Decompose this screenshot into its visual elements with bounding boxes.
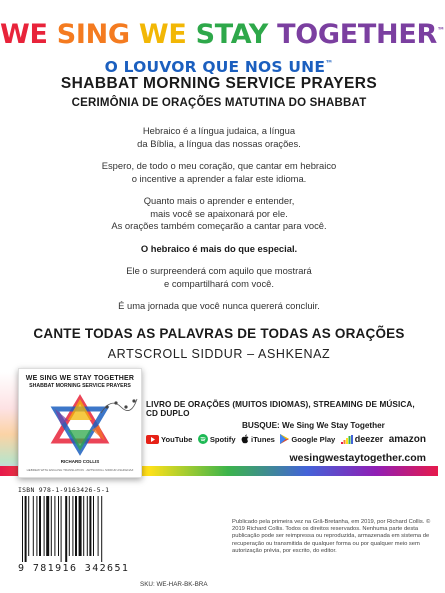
poem-stanza: [0, 300, 438, 313]
trademark-mark: ™: [436, 26, 445, 35]
deezer-label: deezer: [354, 434, 384, 444]
poem-line: da Bíblia, a língua das nossas orações.: [137, 137, 301, 149]
music-notes-icon: [99, 393, 139, 419]
apple-icon: [241, 434, 249, 444]
barcode-bar: [87, 496, 88, 556]
brand-title: [0, 16, 445, 50]
poem-stanza: [0, 160, 438, 185]
cante-section: [0, 325, 438, 362]
barcode-bar: [98, 496, 99, 556]
barcode-bar: [75, 496, 77, 556]
barcode-bar: [93, 496, 94, 556]
sku-text: SKU: WE-HAR-BK-BRA: [140, 581, 208, 588]
amazon-logo: [389, 434, 426, 445]
amazon-label: amazon: [388, 433, 426, 445]
barcode-digits: 9 781916 342651: [18, 563, 130, 574]
barcode-bar: [72, 496, 73, 556]
poem-text: [0, 125, 438, 323]
cd-title: WE SING WE STAY TOGETHER: [25, 375, 135, 382]
brand-subtitle-text: O LOUVOR QUE NOS UNE: [104, 58, 326, 77]
spotify-icon: [198, 434, 208, 444]
barcode-bar: [46, 496, 49, 556]
website-url: wesingwestaytogether.com: [289, 452, 426, 464]
youtube-label: YouTube: [161, 434, 193, 444]
brand-word: WE: [0, 19, 57, 50]
poem-line: As orações também começarão a cantar para você.: [111, 220, 327, 231]
poem-line: Hebraico é a língua judaica, a língua: [142, 125, 296, 136]
barcode-bar: [44, 496, 45, 556]
cd-cover: [18, 368, 142, 478]
brand-header: [0, 16, 445, 77]
barcode-bar: [36, 496, 37, 556]
poem-line: O hebraico é mais do que especial.: [140, 242, 298, 254]
spotify-logo: [198, 434, 236, 444]
cd-subtitle: SHABBAT MORNING SERVICE PRAYERS: [29, 383, 131, 389]
trademark-mark: ™: [325, 59, 334, 68]
barcode-bar: [83, 496, 84, 556]
streaming-logos: [146, 432, 426, 446]
brand-word: WE: [138, 19, 196, 50]
poem-stanza: [0, 265, 438, 290]
barcode-bar: [54, 496, 55, 556]
youtube-logo: [146, 435, 192, 444]
barcode-block: [18, 486, 130, 574]
cante-line-1: CANTE TODAS AS PALAVRAS DE TODAS AS ORAÇÕES: [33, 326, 405, 341]
google-play-label: Google Play: [291, 434, 336, 444]
barcode-bar: [89, 496, 91, 556]
poem-line: Ele o surpreenderá com aquilo que mostrará: [126, 265, 312, 276]
deezer-icon: [341, 435, 353, 444]
poem-line: o incentive a aprender a falar este idioma.: [131, 172, 307, 184]
barcode-bar: [28, 496, 29, 556]
promo-search: BUSQUE: We Sing We Stay Together: [242, 421, 385, 430]
play-icon: [146, 435, 159, 444]
poem-stanza: [0, 243, 438, 256]
poem-line: Quanto mais o aprender e entender,: [143, 195, 295, 206]
cante-line-2: ARTSCROLL SIDDUR – ASHKENAZ: [107, 347, 331, 361]
poem-line: Espero, de todo o meu coração, que cantar em hebraico: [101, 160, 337, 171]
brand-word: SING: [56, 19, 139, 50]
barcode-bar: [65, 496, 67, 562]
barcode-bar: [22, 496, 23, 562]
heading-portuguese: CERIMÔNIA DE ORAÇÕES MATUTINA DO SHABBAT: [71, 97, 367, 109]
itunes-logo: [241, 434, 275, 444]
barcode-bar: [51, 496, 52, 556]
poem-stanza: [0, 125, 438, 150]
rainbow-glow-left: [0, 372, 20, 476]
google-play-icon: [280, 434, 289, 444]
poem-line: É uma jornada que você nunca quererá concluir.: [118, 300, 320, 311]
cd-artist: RICHARD COLLIS: [60, 459, 100, 464]
promo-line-1: LIVRO DE ORAÇÕES (MUITOS IDIOMAS), STREAMING DE MÚSICA, CD DUPLO: [146, 400, 415, 418]
heading-english: SHABBAT MORNING SERVICE PRAYERS: [60, 75, 378, 92]
brand-word: TOGETHER: [277, 19, 437, 50]
barcode-bar: [101, 496, 102, 562]
google-play-logo: [280, 434, 335, 444]
barcode-bar: [58, 496, 59, 556]
cd-footer: HEBREW WITH ENGLISH TRANSLATION · ARTSCROLL SIDDUR ASHKENAZ: [26, 468, 134, 472]
brand-word: STAY: [195, 19, 278, 50]
deezer-logo: [341, 434, 384, 444]
barcode-bar: [69, 496, 70, 556]
barcode-bar: [33, 496, 34, 556]
poem-line: e compartilhará com você.: [164, 277, 274, 289]
promo-block: [146, 400, 426, 430]
barcode-bar: [25, 496, 27, 562]
poem-line: mais você se apaixonará por ele.: [150, 207, 288, 219]
barcode-bar: [39, 496, 41, 556]
legal-notice: Publicado pela primeira vez na Grã-Bretanha, em 2019, por Richard Collis. © 2019 Richard Collis. Todos os direitos reservados. Nenhuma parte desta publicação pode ser reimpressa ou reproduzida, armazenada em sistema de recuperação ou transmitida de qualquer forma ou por qualquer meio sem autorização prévia, por escrito, do editor.: [232, 519, 431, 554]
barcode-bar: [61, 496, 62, 562]
brand-subtitle: [0, 55, 438, 76]
barcode-icon: [18, 496, 130, 562]
service-heading: [0, 74, 438, 111]
barcode-bar: [79, 496, 82, 556]
poem-stanza: [0, 195, 438, 233]
isbn-text: ISBN 978-1-9163426-5-1: [18, 486, 110, 494]
itunes-label: iTunes: [251, 434, 275, 444]
spotify-label: Spotify: [209, 434, 236, 444]
